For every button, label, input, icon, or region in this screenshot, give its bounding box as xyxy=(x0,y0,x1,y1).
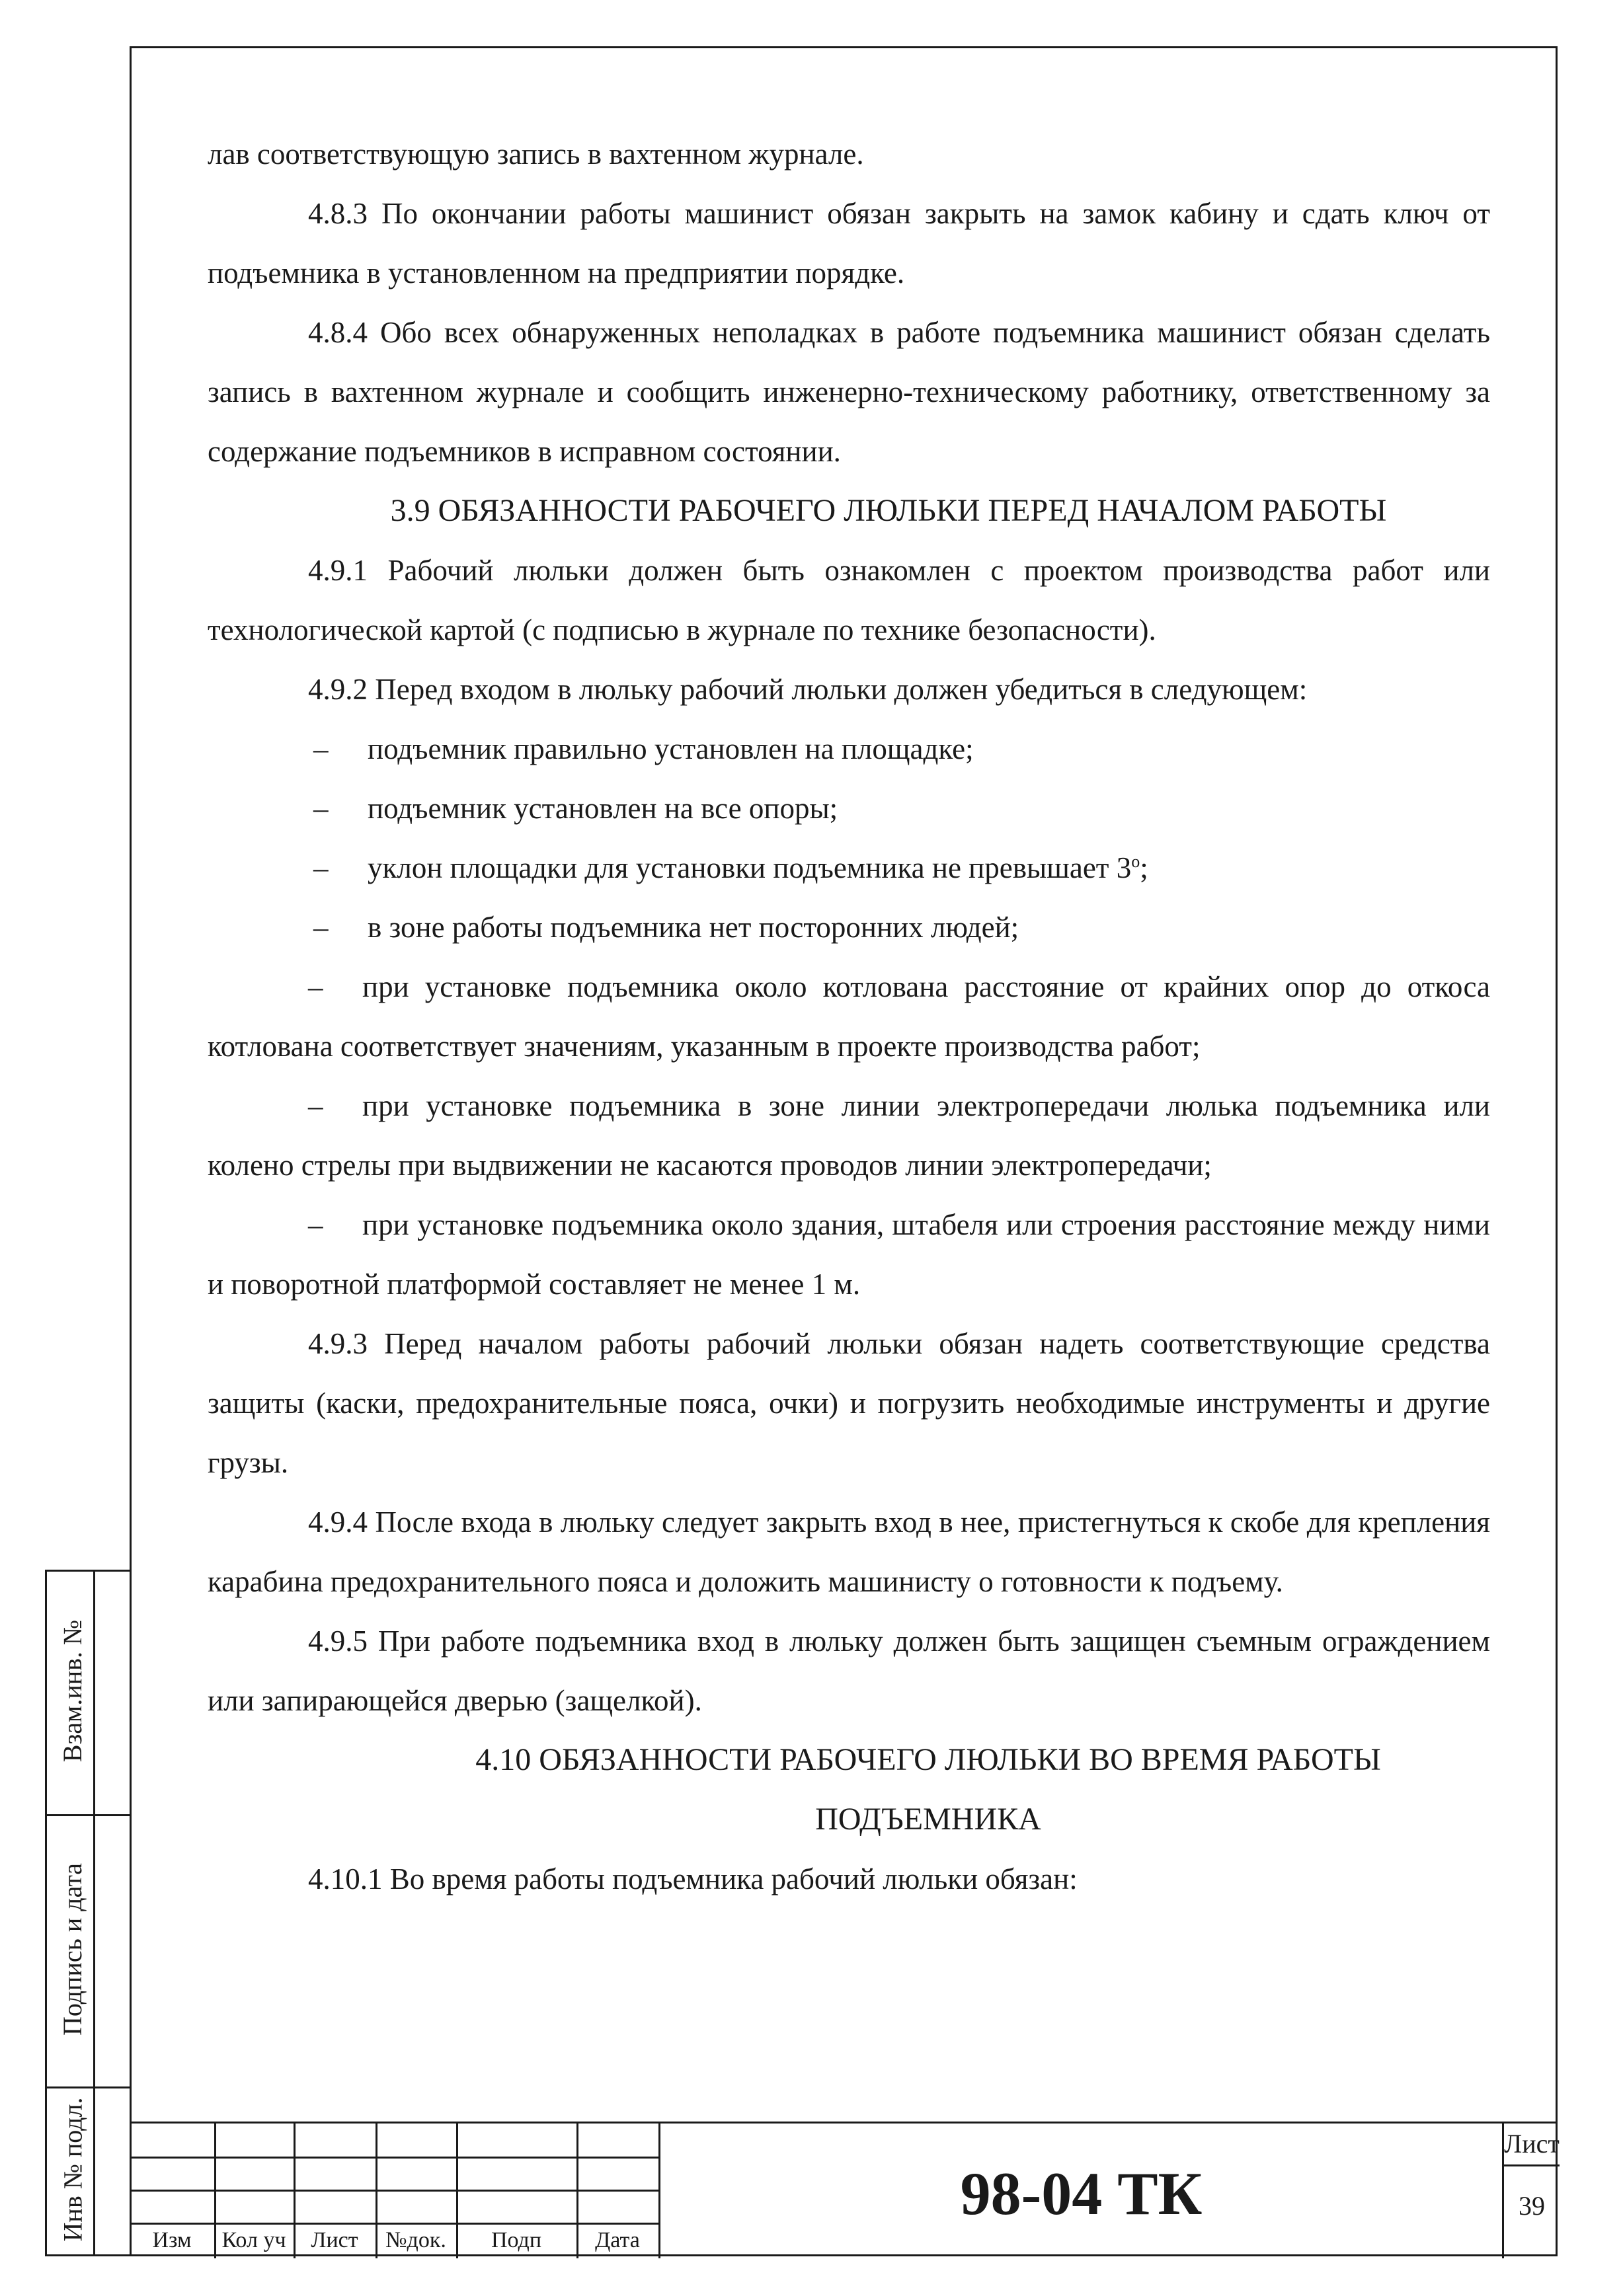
sheet-number: 39 xyxy=(1519,2191,1545,2221)
paragraph: 4.9.2 Перед входом в люльку рабочий люльки должен убедиться в следующем: xyxy=(308,673,1308,706)
side-cell-vzam xyxy=(47,1572,130,1816)
section-heading: 4.10 ОБЯЗАННОСТИ РАБОЧЕГО ЛЮЛЬКИ ВО ВРЕМЯ РАБОТЫ xyxy=(475,1742,1381,1777)
sheet-label: Лист xyxy=(1504,2124,1560,2166)
paragraph: 4.10.1 Во время работы подъемника рабочий люльки обязан: xyxy=(308,1862,1078,1895)
list-item: – при установке подъемника около здания, штабеля или строения расстояние между ними и поворотной платформой составляет не менее 1 м. xyxy=(208,1208,1490,1301)
side-cell-inv xyxy=(47,2088,130,2254)
column-header: №док. xyxy=(385,2228,446,2252)
list-item: – в зоне работы подъемника нет посторонних людей; xyxy=(313,898,1490,957)
side-cell-podpis xyxy=(47,1816,130,2088)
section-heading-continued: ПОДЪЕМНИКА xyxy=(815,1802,1041,1837)
column-header: Дата xyxy=(595,2228,640,2252)
degree-sign: o xyxy=(1131,852,1140,871)
list-item: – при установке подъемника около котлована расстояние от крайних опор до откоса котлована соответствует значениям, указанным в проекте производства работ; xyxy=(208,970,1490,1063)
sheet-box xyxy=(1502,2124,1560,2258)
document-body xyxy=(208,124,1490,1909)
column-header: Кол уч xyxy=(221,2228,286,2252)
paragraph: 4.9.4 После входа в люльку следует закрыть вход в нее, пристегнуться к скобе для крепления карабина предохранительного пояса и доложить машинисту о готовности к подъему. xyxy=(208,1506,1490,1598)
paragraph: 4.9.5 При работе подъемника вход в люльку должен быть защищен съемным ограждением или запирающейся дверью (защелкой). xyxy=(208,1625,1490,1717)
side-approval-strip xyxy=(45,1570,130,2256)
title-block xyxy=(130,2122,1558,2258)
document-code: 98-04 ТК xyxy=(658,2124,1502,2258)
checklist xyxy=(208,719,1490,957)
column-header: Изм xyxy=(152,2228,192,2252)
paragraph: 4.8.3 По окончании работы машинист обязан закрыть на замок кабину и сдать ключ от подъемника в установленном на предприятии порядке. xyxy=(208,197,1490,289)
list-item: – при установке подъемника в зоне линии электропередачи люлька подъемника или колено стрелы при выдвижении не касаются проводов линии электропередачи; xyxy=(208,1089,1490,1182)
vzam-inv-label: Взам.инв. № xyxy=(58,1619,88,1763)
paragraph: 4.9.1 Рабочий люльки должен быть ознакомлен с проектом производства работ или технологической картой (с подписью в журнале по технике безопасности). xyxy=(208,554,1490,646)
paragraph: 4.8.4 Обо всех обнаруженных неполадках в работе подъемника машинист обязан сделать запись в вахтенном журнале и сообщить инженерно-техническому работнику, ответственному за содержание подъемников в исправном состоянии. xyxy=(208,316,1490,468)
list-item: – подъемник установлен на все опоры; xyxy=(313,779,1490,838)
column-header: Подп xyxy=(491,2228,542,2252)
inv-original-label: Инв № подл. xyxy=(58,2097,88,2242)
section-heading: 3.9 ОБЯЗАННОСТИ РАБОЧЕГО ЛЮЛЬКИ ПЕРЕД НАЧАЛОМ РАБОТЫ xyxy=(390,493,1387,528)
list-item: – уклон площадки для установки подъемника не превышает 3$^o$; xyxy=(313,838,1490,898)
paragraph: лав соответствующую запись в вахтенном журнале. xyxy=(208,137,864,171)
paragraph: 4.9.3 Перед началом работы рабочий люльки обязан надеть соответствующие средства защиты (каски, предохранительные пояса, очки) и погрузить необходимые инструменты и другие грузы. xyxy=(208,1327,1490,1479)
revision-table xyxy=(130,2124,658,2258)
signature-date-label: Подпись и дата xyxy=(58,1862,88,2036)
list-item: – подъемник правильно установлен на площадке; xyxy=(313,719,1490,779)
column-header: Лист xyxy=(311,2228,358,2252)
